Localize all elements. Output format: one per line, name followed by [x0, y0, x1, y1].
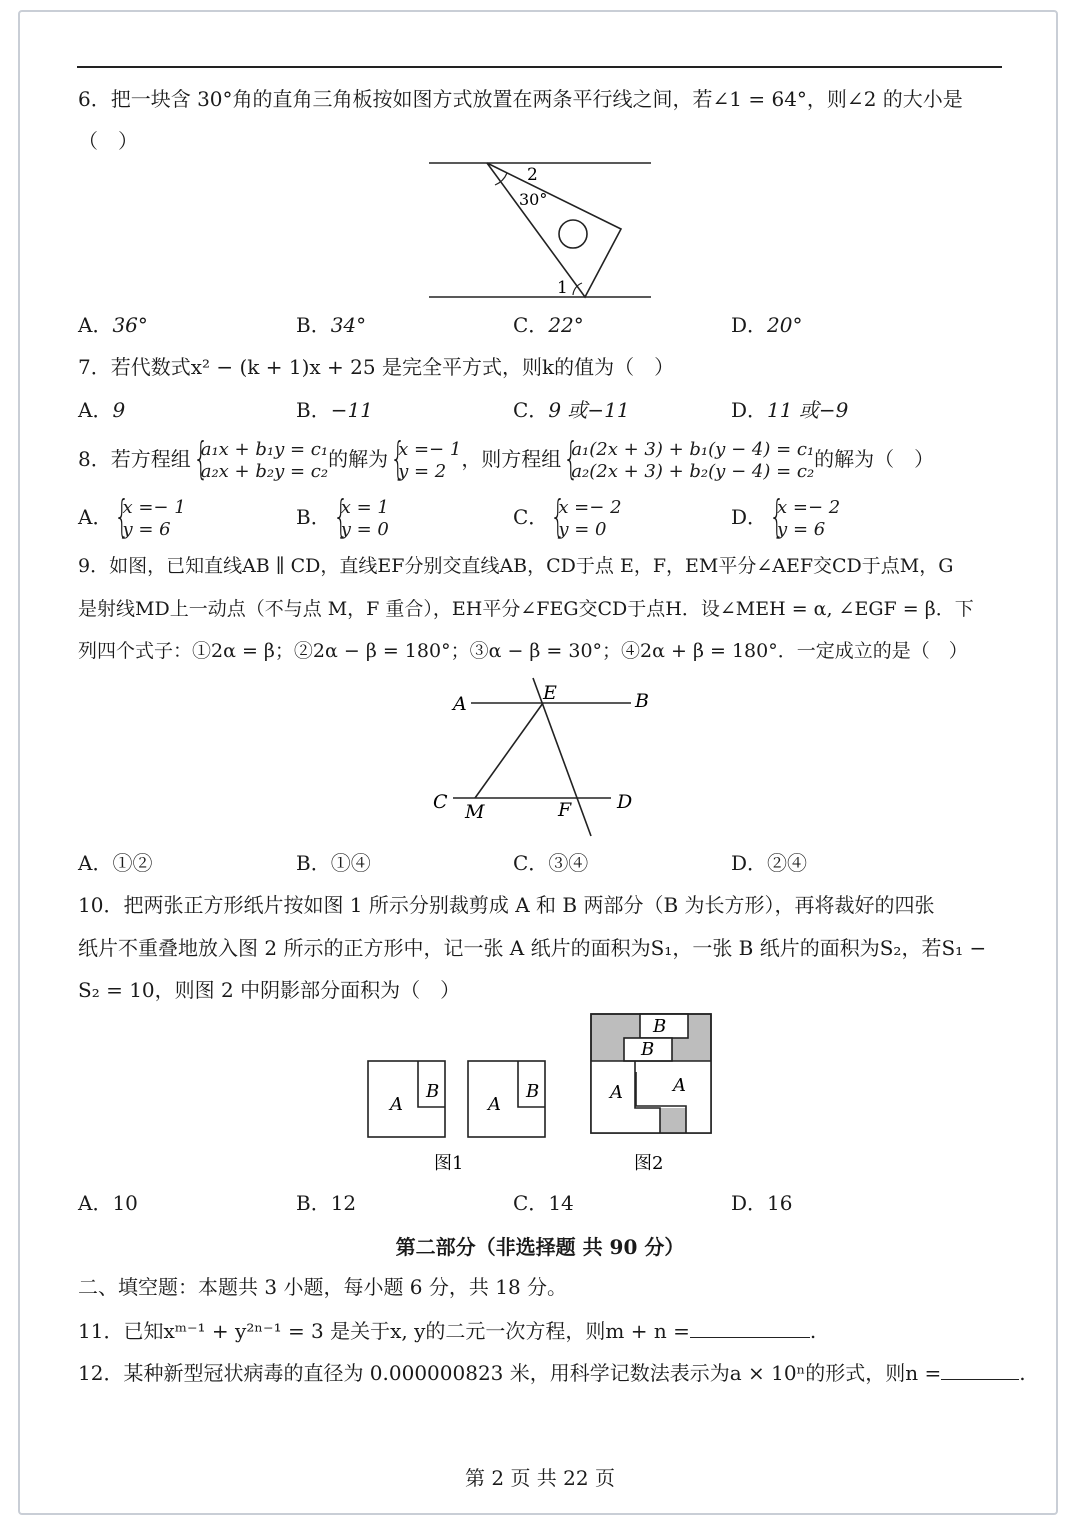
svg-text:B: B [426, 1081, 440, 1102]
q6-option-c[interactable]: C．22° [513, 313, 584, 337]
q6-label-1: 1 [557, 278, 568, 298]
q9-line-3: 列四个式子：①2α = β；②2α − β = 180°；③α − β = 30°；④2α + β = 180°．一定成立的是（ ） [78, 640, 968, 662]
svg-text:A: A [488, 1094, 501, 1115]
svg-text:F: F [558, 799, 572, 821]
q10-line-1: 10．把两张正方形纸片按如图 1 所示分别裁剪成 A 和 B 两部分（B 为长方形），再将裁好的四张 [78, 893, 935, 917]
svg-text:B: B [653, 1016, 667, 1037]
q7-option-c[interactable]: C．9 或−11 [513, 398, 630, 422]
page-footer: 第 2 页 共 22 页 [465, 1466, 615, 1490]
q12-answer-blank[interactable] [941, 1359, 1019, 1380]
svg-text:A: A [673, 1075, 686, 1096]
q8-option-b[interactable]: B． { x = 1 y = 0 [296, 492, 389, 542]
q8-option-a[interactable]: A． { x =− 1 y = 6 [78, 492, 186, 542]
q8-system-2: { a₁(2x + 3) + b₁(y − 4) = c₁ a₂(2x + 3) + b₂(y − 4) = c₂ [561, 439, 814, 483]
header-rule [77, 66, 1002, 68]
q10-option-a[interactable]: A．10 [78, 1191, 138, 1215]
q8-option-c[interactable]: C． { x =− 2 y = 0 [513, 492, 622, 542]
q7-text: 7．若代数式x² − (k + 1)x + 25 是完全平方式，则k的值为（ ） [78, 355, 675, 379]
svg-text:A: A [610, 1082, 623, 1103]
q11-answer-blank[interactable] [690, 1317, 810, 1338]
svg-text:M: M [465, 801, 485, 823]
q6-triangle [487, 163, 621, 297]
svg-text:B: B [635, 690, 649, 712]
q7-option-a[interactable]: A．9 [78, 398, 126, 422]
q9-segment-em [475, 703, 543, 798]
q6-figure [425, 155, 657, 305]
q10-line-2: 纸片不重叠地放入图 2 所示的正方形中，记一张 A 纸片的面积为S₁，一张 B 纸片的面积为S₂，若S₁ − [78, 936, 987, 960]
q10-fig1-caption: 图1 [434, 1153, 464, 1174]
q10-option-b[interactable]: B．12 [296, 1191, 357, 1215]
q7-option-b[interactable]: B．−11 [296, 398, 373, 422]
q10-line-3: S₂ = 10，则图 2 中阴影部分面积为（ ） [78, 978, 461, 1002]
q6-paren: （ ） [78, 129, 138, 153]
q12-text: 12．某种新型冠状病毒的直径为 0.000000823 米，用科学记数法表示为a × 10ⁿ的形式，则n = . [78, 1361, 1026, 1385]
q8-text: 8．若方程组 { a₁x + b₁y = c₁ a₂x + b₂y = c₂ 的解为 { x =− 1 y = 2 ，则方程组 { a₁(2x + 3) + b₁(y − 4) = c₁ a₂(2x + 3) + b₂(y − 4) = c₂ 的解为（ ） [78, 434, 934, 484]
q6-label-30: 30° [519, 190, 548, 209]
svg-text:B: B [526, 1081, 540, 1102]
q9-line-1: 9．如图，已知直线AB ∥ CD，直线EF分别交直线AB，CD于点 E，F，EM平分∠AEF交CD于点M，G [78, 555, 954, 577]
svg-text:E: E [543, 682, 557, 704]
q6-text: 6．把一块含 30°角的直角三角板按如图方式放置在两条平行线之间，若∠1 = 64°，则∠2 的大小是 [78, 87, 963, 111]
q6-option-d[interactable]: D．20° [731, 313, 803, 337]
section-fill-blank: 二、填空题：本题共 3 小题，每小题 6 分，共 18 分。 [78, 1275, 568, 1299]
svg-text:B: B [641, 1039, 655, 1060]
q9-figure [425, 672, 665, 844]
q6-option-b[interactable]: B．34° [296, 313, 367, 337]
q6-option-a[interactable]: A．36° [78, 313, 148, 337]
svg-text:A: A [453, 693, 467, 715]
q10-option-d[interactable]: D．16 [731, 1191, 793, 1215]
q10-option-c[interactable]: C．14 [513, 1191, 574, 1215]
q6-triangle-hole [559, 220, 587, 248]
part2-title: 第二部分（非选择题 共 90 分） [395, 1235, 685, 1259]
svg-text:D: D [617, 791, 633, 813]
q9-option-d[interactable]: D．②④ [731, 851, 808, 875]
q7-option-d[interactable]: D．11 或−9 [731, 398, 849, 422]
q9-option-c[interactable]: C．③④ [513, 851, 589, 875]
q10-fig2-caption: 图2 [634, 1153, 664, 1174]
svg-text:A: A [390, 1094, 403, 1115]
q6-label-2: 2 [527, 165, 538, 185]
q9-line-2: 是射线MD上一动点（不与点 M，F 重合），EH平分∠FEG交CD于点H．设∠MEH = α, ∠EGF = β．下 [78, 598, 974, 620]
svg-text:C: C [433, 791, 448, 813]
q9-option-b[interactable]: B．①④ [296, 851, 371, 875]
q8-option-d[interactable]: D． { x =− 2 y = 6 [731, 492, 840, 542]
q8-solution-1: { x =− 1 y = 2 [388, 439, 461, 483]
q11-text: 11．已知xᵐ⁻¹ + y²ⁿ⁻¹ = 3 是关于x, y的二元一次方程，则m + n = . [78, 1319, 817, 1343]
q10-figures [360, 1008, 722, 1178]
q8-system-1: { a₁x + b₁y = c₁ a₂x + b₂y = c₂ [191, 439, 328, 483]
q9-option-a[interactable]: A．①② [78, 851, 153, 875]
